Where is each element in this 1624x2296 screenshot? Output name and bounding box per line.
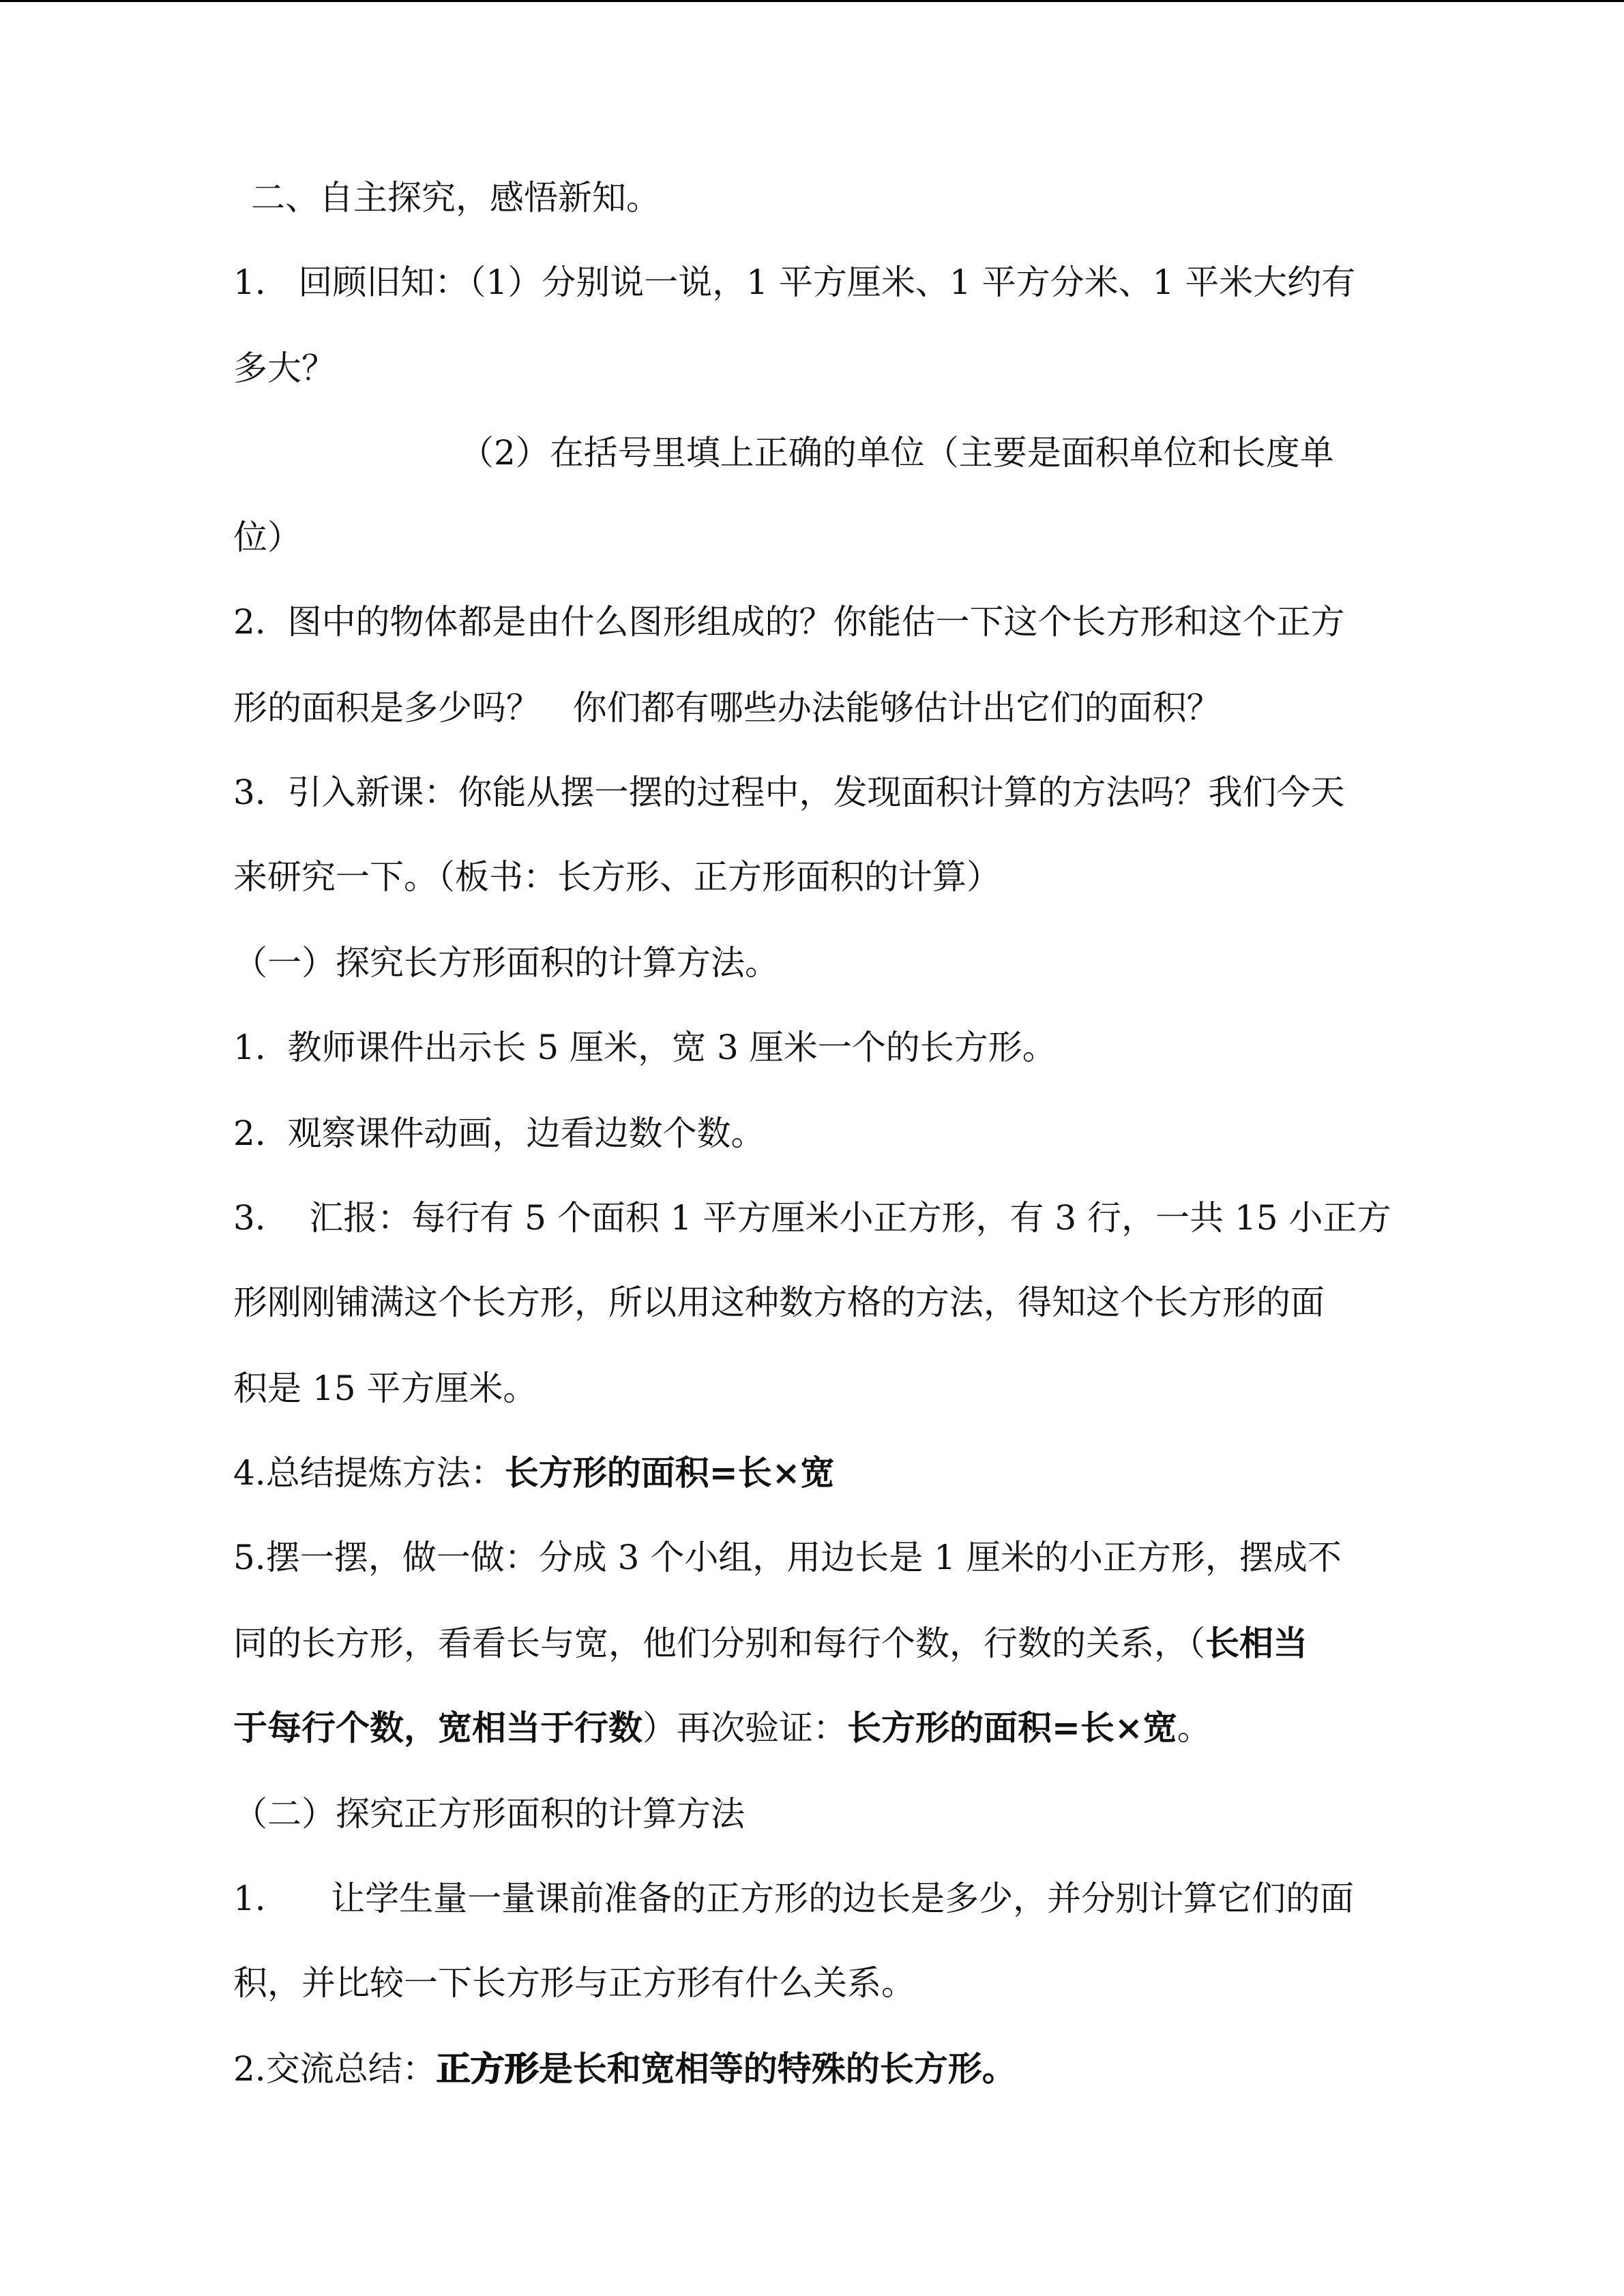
part-2-item-1-line-1: 1. 让学生量一量课前准备的正方形的边长是多少，并分别计算它们的面 (233, 1879, 1355, 1918)
question-2-line-1: 2. 图中的物体都是由什么图形组成的？你能估一下这个长方形和这个正方 (233, 602, 1345, 642)
part-1-item-1: 1. 教师课件出示长 5 厘米，宽 3 厘米一个的长方形。 (233, 1028, 1057, 1067)
item-5-line-3-emphasis: 于每行个数，宽相当于行数 (233, 1708, 643, 1748)
part-1-item-3-line-2: 形刚刚铺满这个长方形，所以用这种数方格的方法，得知这个长方形的面 (233, 1283, 1325, 1322)
question-2-line-2: 形的面积是多少吗？ 你们都有哪些办法能够估计出它们的面积？ (233, 688, 1221, 728)
part-2-item-2 (233, 2047, 1624, 2091)
square-definition: 是长和宽相等的特殊的长方形。 (538, 2048, 1016, 2089)
question-3-line-2: 来研究一下。（板书：长方形、正方形面积的计算） (233, 857, 1001, 897)
page-top-border (0, 0, 1624, 2)
rectangle-area-formula: 长方形的面积=长×宽 (504, 1452, 835, 1493)
part-1-item-5-line-1: 5.摆一摆，做一做：分成 3 个小组，用边长是 1 厘米的小正方形，摆成不 (233, 1538, 1342, 1577)
part-1-item-3-line-1: 3. 汇报：每行有 5 个面积 1 平方厘米小正方形，有 3 行，一共 15 小正方 (233, 1198, 1391, 1238)
part-1-item-2: 2. 观察课件动画，边看边数个数。 (233, 1114, 765, 1153)
review-line-2: 多大？ (233, 348, 336, 388)
item-5-line-3-end: 。 (1177, 1708, 1211, 1748)
part-1-item-4 (233, 1451, 1624, 1495)
review-line-3: （2）在括号里填上正确的单位（主要是面积单位和长度单 (460, 433, 1334, 473)
part-2-heading: （二）探究正方形面积的计算方法 (233, 1794, 745, 1834)
section-title: 二、自主探究，感悟新知。 (251, 178, 660, 218)
item-5-line-3-text: ）再次验证： (643, 1708, 847, 1748)
review-line-4: 位） (233, 518, 301, 557)
part-1-item-5-line-2 (233, 1622, 1624, 1665)
part-1-item-5-line-3 (233, 1706, 1624, 1750)
square-term-emphasis: 正方形 (436, 2048, 539, 2089)
item-5-line-2-text: 同的长方形，看看长与宽，他们分别和每行个数，行数的关系，（ (233, 1624, 1205, 1663)
part-2-item-1-line-2: 积，并比较一下长方形与正方形有什么关系。 (233, 1963, 915, 2003)
part-1-item-3-line-3: 积是 15 平方厘米。 (233, 1369, 537, 1408)
review-line-1: 1. 回顾旧知：（1）分别说一说，1 平方厘米、1 平方分米、1 平米大约有 (233, 263, 1356, 302)
item-4-prefix: 4.总结提炼方法： (233, 1453, 505, 1493)
part-1-heading: （一）探究长方形面积的计算方法。 (233, 943, 779, 983)
item-5-line-2-emphasis: 长相当 (1205, 1623, 1308, 1663)
rectangle-area-formula-repeat: 长方形的面积=长×宽 (847, 1708, 1177, 1748)
question-3-line-1: 3. 引入新课：你能从摆一摆的过程中，发现面积计算的方法吗？我们今天 (233, 773, 1345, 812)
item-2-prefix: 2.交流总结： (233, 2049, 437, 2089)
